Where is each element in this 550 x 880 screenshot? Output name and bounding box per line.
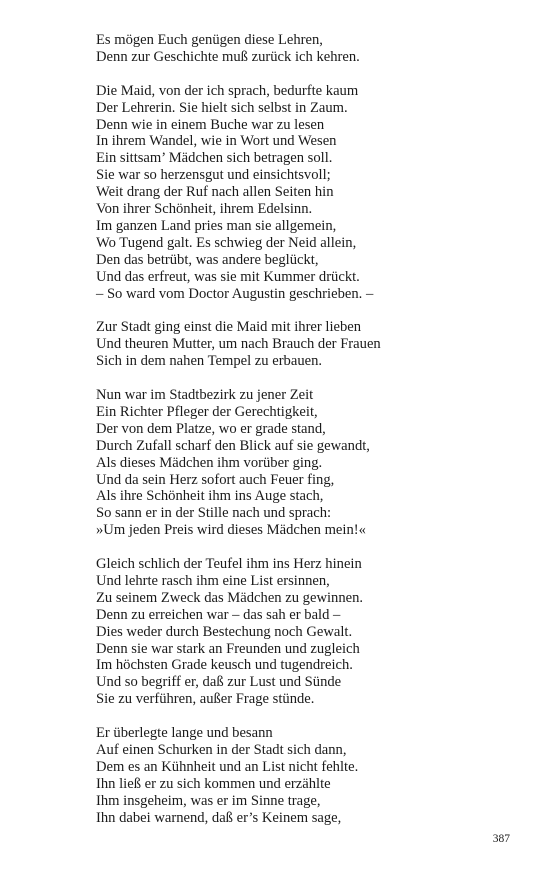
verse-line: Es mögen Euch genügen diese Lehren, bbox=[96, 32, 323, 48]
verse-line: Und theuren Mutter, um nach Brauch der Frauen bbox=[96, 336, 381, 353]
verse-line: Und lehrte rasch ihm eine List ersinnen, bbox=[96, 572, 330, 589]
stanza bbox=[96, 319, 516, 370]
verse-line: »Um jeden Preis wird dieses Mädchen mein!« bbox=[96, 522, 366, 539]
verse-line: Gleich schlich der Teufel ihm ins Herz hinein bbox=[96, 556, 362, 573]
verse-line: Zu seinem Zweck das Mädchen zu gewinnen. bbox=[96, 589, 364, 606]
verse-line: Zur Stadt ging einst die Maid mit ihrer lieben bbox=[96, 319, 362, 336]
verse-line: Durch Zufall scharf den Blick auf sie gewandt, bbox=[96, 437, 370, 454]
verse-line: Denn sie war stark an Freunden und zugleich bbox=[96, 640, 360, 657]
verse-line: Denn zu erreichen war – das sah er bald – bbox=[96, 606, 341, 623]
verse-line: Von ihrer Schönheit, ihrem Edelsinn. bbox=[96, 201, 313, 218]
verse-line: Im höchsten Grade keusch und tugendreich. bbox=[96, 657, 353, 674]
verse-line: Und das erfreut, was sie mit Kummer drückt. bbox=[96, 268, 360, 285]
stanza bbox=[96, 32, 516, 66]
verse-line: Er überlegte lange und besann bbox=[96, 725, 273, 742]
verse-line: Ihm insgeheim, was er im Sinne trage, bbox=[96, 792, 321, 809]
verse-line: Und so begriff er, daß zur Lust und Sünde bbox=[96, 674, 342, 691]
stanza bbox=[96, 556, 516, 708]
verse-line: Denn wie in einem Buche war zu lesen bbox=[96, 116, 325, 133]
verse-line: Dem es an Kühnheit und an List nicht fehlte. bbox=[96, 758, 359, 775]
verse-line: Und da sein Herz sofort auch Feuer fing, bbox=[96, 471, 335, 488]
verse-line: Ihn dabei warnend, daß er’s Keinem sage, bbox=[96, 809, 342, 826]
verse-line: Die Maid, von der ich sprach, bedurfte kaum bbox=[96, 82, 359, 99]
verse-line: Als ihre Schönheit ihm ins Auge stach, bbox=[96, 488, 324, 505]
page-number: 387 bbox=[492, 833, 510, 845]
verse-line: Nun war im Stadtbezirk zu jener Zeit bbox=[96, 386, 314, 403]
verse-line: Dies weder durch Bestechung noch Gewalt. bbox=[96, 623, 353, 640]
stanza bbox=[96, 83, 516, 303]
verse-line: Der Lehrerin. Sie hielt sich selbst in Zaum. bbox=[96, 99, 348, 116]
verse-line: Ihn ließ er zu sich kommen und erzählte bbox=[96, 775, 331, 792]
verse-line: – So ward vom Doctor Augustin geschrieben. – bbox=[96, 285, 374, 302]
stanza bbox=[96, 387, 516, 539]
verse-line: Ein Richter Pfleger der Gerechtigkeit, bbox=[96, 403, 318, 420]
verse-line: Im ganzen Land pries man sie allgemein, bbox=[96, 217, 337, 234]
poem-text bbox=[96, 32, 516, 843]
verse-line: Auf einen Schurken in der Stadt sich dann, bbox=[96, 741, 347, 758]
verse-line: Den das betrübt, was andere beglückt, bbox=[96, 251, 319, 268]
verse-line: Denn zur Geschichte muß zurück ich kehren. bbox=[96, 48, 360, 65]
verse-line: Wo Tugend galt. Es schwieg der Neid allein, bbox=[96, 234, 357, 251]
verse-line: In ihrem Wandel, wie in Wort und Wesen bbox=[96, 133, 337, 150]
verse-line: So sann er in der Stille nach und sprach: bbox=[96, 505, 332, 522]
verse-line: Der von dem Platze, wo er grade stand, bbox=[96, 420, 326, 437]
verse-line: Sich in dem nahen Tempel zu erbauen. bbox=[96, 353, 323, 370]
verse-line: Weit drang der Ruf nach allen Seiten hin bbox=[96, 184, 334, 201]
verse-line: Ein sittsam’ Mädchen sich betragen soll. bbox=[96, 150, 333, 167]
verse-line: Sie zu verführen, außer Frage stünde. bbox=[96, 691, 315, 708]
verse-line: Als dieses Mädchen ihm vorüber ging. bbox=[96, 454, 323, 471]
stanza bbox=[96, 725, 516, 826]
verse-line: Sie war so herzensgut und einsichtsvoll; bbox=[96, 167, 331, 184]
